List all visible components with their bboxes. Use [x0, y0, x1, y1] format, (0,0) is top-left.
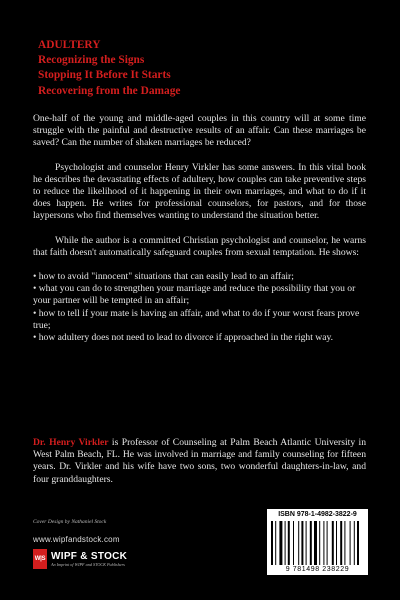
cover-design-credit: Cover Design by Nathaniel Stock [33, 519, 107, 525]
cover-heading [38, 38, 180, 99]
barcode-bars-icon [271, 521, 364, 565]
heading-title: ADULTERY [38, 39, 101, 51]
paragraph-author-answers: Psychologist and counselor Henry Virkler has some answers. In this vital book he describes the devastating effects of adultery, how couples can take preventive steps to reduce the likelihood of it happening in their own marriages, and what to do if it does happen. He writes for professional counselors, for pastors, and for those laypersons who find themselves wanting to understand the situation better. [33, 161, 366, 222]
publisher-logo [33, 549, 127, 569]
heading-line-recovering: Recovering from the Damage [38, 84, 181, 97]
bullet-item: • how to avoid "innocent" situations that can easily lead to an affair; [33, 271, 294, 283]
description [33, 113, 366, 356]
heading-line-signs: Recognizing the Signs [38, 54, 145, 67]
logo-text [51, 551, 127, 568]
paragraph-faith: While the author is a committed Christian psychologist and counselor, he warns that faith doesn't automatically safeguard couples from sexual temptation. He shows: [33, 234, 366, 258]
author-bio [33, 437, 366, 486]
author-name: Dr. Henry Virkler [33, 437, 109, 448]
isbn-barcode [267, 509, 368, 575]
bullet-item: • how to tell if your mate is having an affair, and what to do if your worst fears prove true; [33, 307, 360, 331]
publisher-website: www.wipfandstock.com [33, 535, 120, 544]
logo-mark-icon: W|S [33, 549, 47, 569]
isbn-text: ISBN 978-1-4982-3822-9 [278, 511, 357, 518]
bullet-item: • what you can do to strengthen your marriage and reduce the possibility that you or your partner will be tempted in an affair; [33, 283, 356, 307]
barcode-number: 9 781498 238229 [285, 566, 350, 573]
bullet-item: • how adultery does not need to lead to divorce if approached in the right way. [33, 332, 334, 344]
bullet-list [33, 271, 366, 344]
heading-line-stopping: Stopping It Before It Starts [38, 69, 171, 82]
paragraph-intro: One-half of the young and middle-aged couples in this country will at some time struggle with the painful and destructive results of an affair. Can these marriages be saved? Can the number of shaken marriages be reduced? [33, 113, 366, 149]
publisher-imprint: An Imprint of WIPF and STOCK Publishers [51, 561, 125, 567]
author-bio-text: is Professor of Counseling at Palm Beach Atlantic University in West Palm Beach, FL. He was involved in marriage and family counseling for fifteen years. Dr. Virkler and his wife have two sons, two wonderful daughters-in-law, and four granddaughters. [33, 437, 366, 485]
publisher-name: WIPF & STOCK [51, 550, 128, 562]
